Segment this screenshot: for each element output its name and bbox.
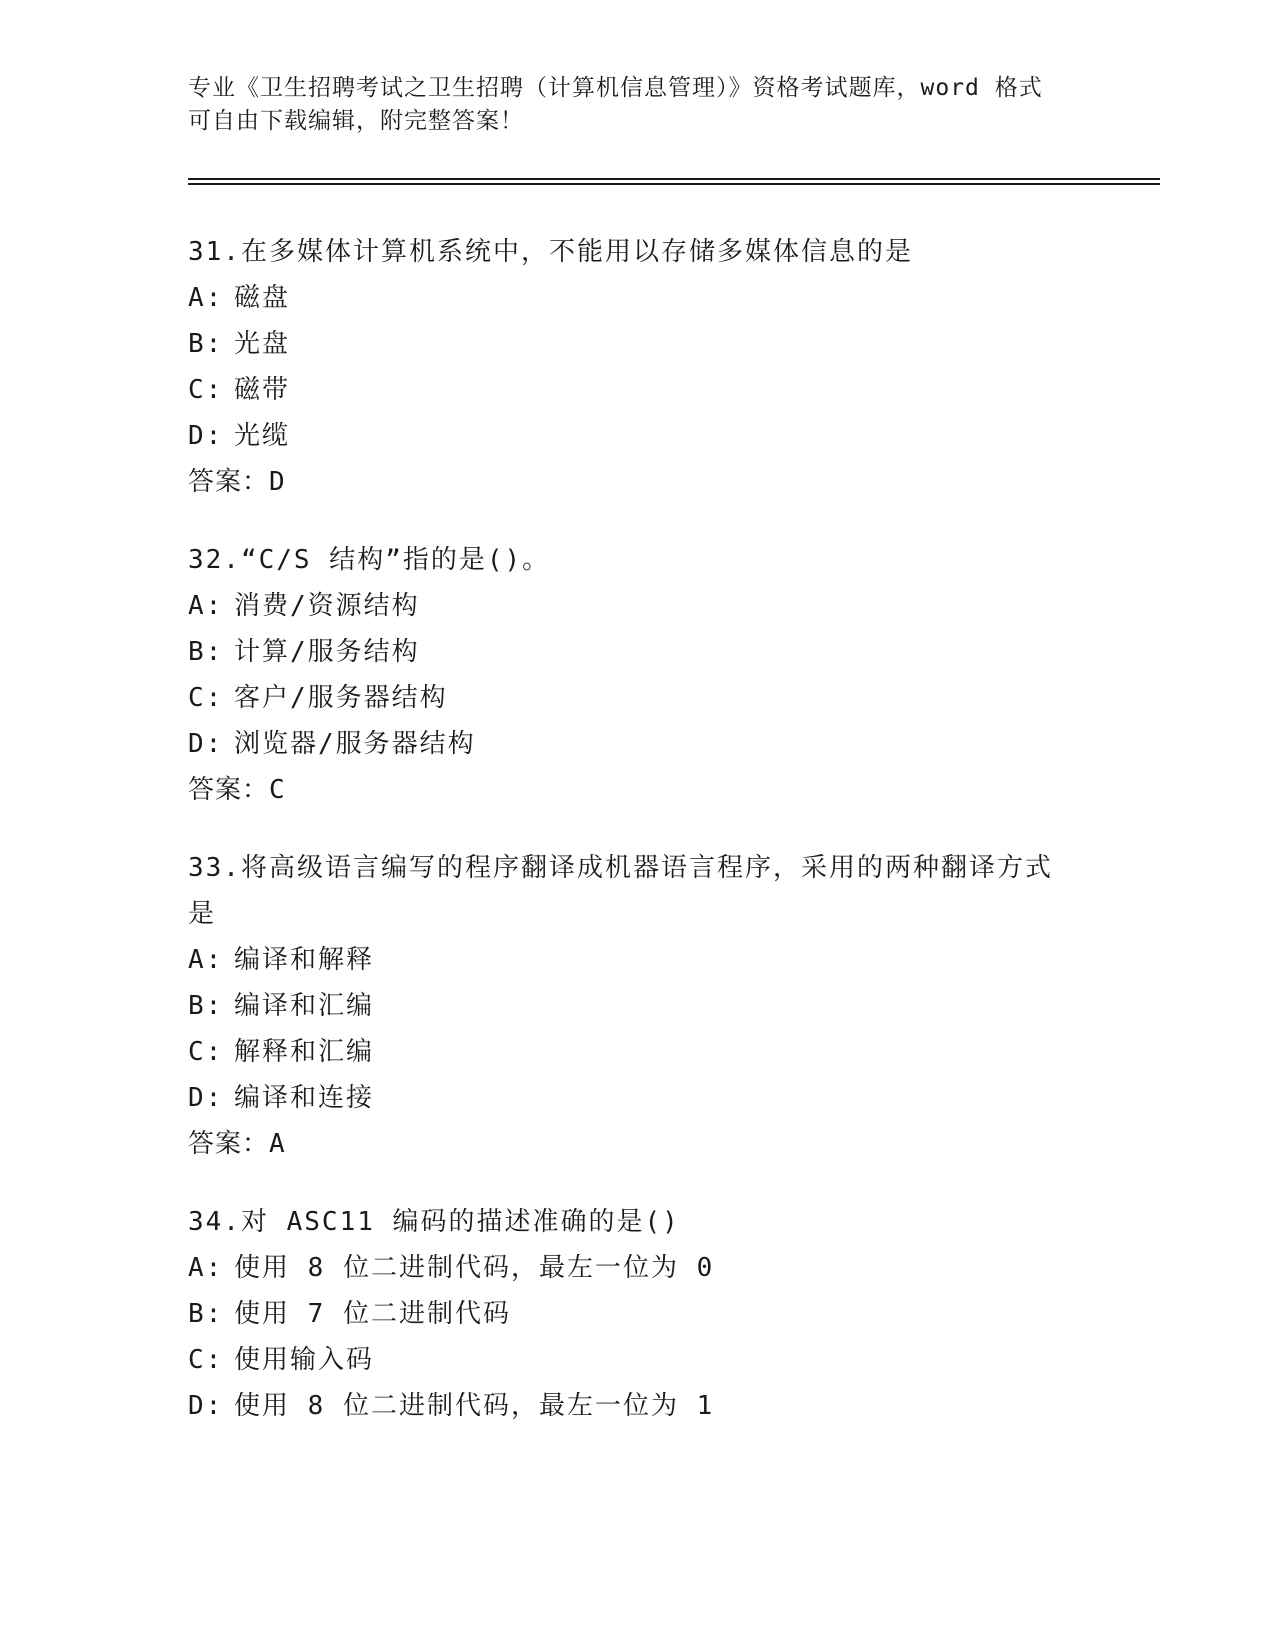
- option-text: 使用 8 位二进制代码，最左一位为 0: [234, 1253, 715, 1283]
- option-a: [188, 590, 1088, 622]
- option-text: 磁盘: [234, 283, 291, 313]
- option-a: [188, 944, 1088, 976]
- answer-label: 答案：: [188, 775, 270, 805]
- option-text: 客户/服务器结构: [234, 683, 448, 713]
- answer-line: [188, 1128, 1088, 1160]
- option-text: 编译和汇编: [234, 991, 375, 1021]
- option-text: 光盘: [234, 329, 291, 359]
- option-letter: A:: [188, 591, 224, 621]
- option-letter: D:: [188, 1391, 224, 1421]
- option-text: 使用输入码: [234, 1345, 375, 1375]
- header-divider-bottom: [188, 183, 1160, 185]
- option-b: [188, 636, 1088, 668]
- option-d: [188, 728, 1088, 760]
- answer-label: 答案：: [188, 1129, 270, 1159]
- question-stem: 32.“C/S 结构”指的是()。: [188, 545, 551, 575]
- option-letter: D:: [188, 729, 224, 759]
- option-text: 编译和解释: [234, 945, 375, 975]
- option-text: 计算/服务结构: [234, 637, 420, 667]
- option-letter: A:: [188, 283, 224, 313]
- question-list: [188, 236, 1088, 1468]
- option-text: 光缆: [234, 421, 291, 451]
- question-34: [188, 1206, 1088, 1422]
- question-32: [188, 544, 1088, 806]
- option-letter: D:: [188, 421, 224, 451]
- option-c: [188, 374, 1088, 406]
- answer-value: A: [269, 1129, 286, 1159]
- question-31: [188, 236, 1088, 498]
- option-d: [188, 1390, 1088, 1422]
- header-divider-top: [188, 178, 1160, 180]
- option-c: [188, 1036, 1088, 1068]
- option-letter: C:: [188, 375, 224, 405]
- header-line-1: 专业《卫生招聘考试之卫生招聘（计算机信息管理）》资格考试题库，word 格式: [188, 75, 1043, 101]
- option-b: [188, 1298, 1088, 1330]
- option-letter: A:: [188, 945, 224, 975]
- option-text: 消费/资源结构: [234, 591, 420, 621]
- document-header: [188, 72, 1088, 138]
- option-d: [188, 420, 1088, 452]
- option-letter: D:: [188, 1083, 224, 1113]
- option-b: [188, 990, 1088, 1022]
- question-stem-continued: 是: [188, 899, 217, 929]
- option-a: [188, 1252, 1088, 1284]
- option-text: 浏览器/服务器结构: [234, 729, 476, 759]
- option-c: [188, 1344, 1088, 1376]
- option-b: [188, 328, 1088, 360]
- option-letter: B:: [188, 1299, 224, 1329]
- option-letter: C:: [188, 683, 224, 713]
- option-letter: B:: [188, 329, 224, 359]
- answer-line: [188, 466, 1088, 498]
- option-text: 编译和连接: [234, 1083, 375, 1113]
- option-text: 解释和汇编: [234, 1037, 375, 1067]
- header-line-2: 可自由下载编辑，附完整答案！: [188, 108, 524, 134]
- option-letter: A:: [188, 1253, 224, 1283]
- answer-label: 答案：: [188, 467, 270, 497]
- option-a: [188, 282, 1088, 314]
- option-text: 使用 8 位二进制代码，最左一位为 1: [234, 1391, 715, 1421]
- option-c: [188, 682, 1088, 714]
- option-text: 磁带: [234, 375, 291, 405]
- question-stem: 33.将高级语言编写的程序翻译成机器语言程序，采用的两种翻译方式: [188, 853, 1053, 883]
- option-letter: C:: [188, 1037, 224, 1067]
- question-stem: 34.对 ASC11 编码的描述准确的是(): [188, 1207, 680, 1237]
- answer-line: [188, 774, 1088, 806]
- option-d: [188, 1082, 1088, 1114]
- question-33: [188, 852, 1088, 1160]
- answer-value: D: [269, 467, 286, 497]
- option-letter: C:: [188, 1345, 224, 1375]
- option-letter: B:: [188, 991, 224, 1021]
- option-text: 使用 7 位二进制代码: [234, 1299, 511, 1329]
- question-stem: 31.在多媒体计算机系统中，不能用以存储多媒体信息的是: [188, 237, 913, 267]
- option-letter: B:: [188, 637, 224, 667]
- answer-value: C: [269, 775, 286, 805]
